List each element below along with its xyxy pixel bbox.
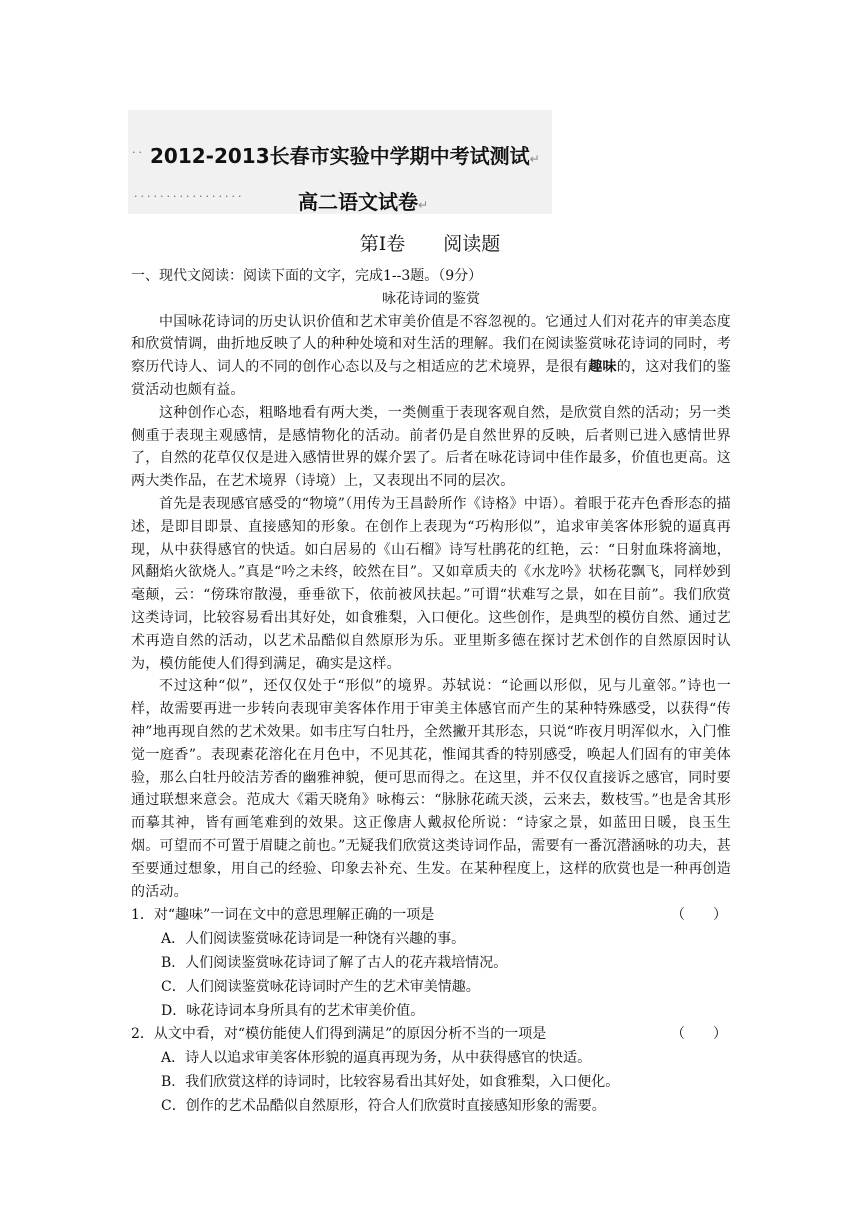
option-a: A．人们阅读鉴赏咏花诗词是一种饶有兴趣的事。 bbox=[161, 931, 466, 948]
essay-paragraph bbox=[131, 675, 731, 903]
essay-paragraph bbox=[131, 402, 731, 493]
exam-subtitle-text: 高二语文试卷 bbox=[298, 190, 418, 214]
essay-paragraph bbox=[131, 493, 731, 675]
option-c: C．创作的艺术品酷似自然原形，符合人们欣赏时直接感知形象的需要。 bbox=[161, 1097, 606, 1114]
exam-title bbox=[150, 140, 540, 169]
header-dots-1: ·· bbox=[132, 146, 145, 159]
paragraph-mark-icon: ↵ bbox=[529, 152, 540, 166]
answer-bracket: （ ） bbox=[671, 1026, 727, 1043]
paragraph-text: 不过这种“似”，还仅仅处于“形似”的境界。苏轼说：“论画以形似，见与儿童邻。”诗也一样，故需要再进一步转向表现审美客体作用于审美主体感官而产生的某种特殊感受，以获得“传神”地再现自然的艺术效果。如韦庄写白牡丹，全然撇开其形态，只说“昨夜月明浑似水，入门惟觉一庭香”。表现素花溶化在月色中，不见其花，惟闻其香的特别感受，唤起人们固有的审美体验，那么白牡丹皎洁芳香的幽雅神貌，便可思而得之。在这里，并不仅仅直接诉之感官，同时要通过联想来意会。范成大《霜天晓角》咏梅云：“脉脉花疏天淡，云来去，数枝雪。”也是舍其形而摹其神，皆有画笔难到的效果。这正像唐人戴叔伦所说：“诗家之景，如蓝田日暖，良玉生烟。可望而不可置于眉睫之前也。”无疑我们欣赏这类诗词作品，需要有一番沉潜涵咏的功夫，甚至要通过想象，用自己的经验、印象去补充、生发。在某种程度上，这样的欣赏也是一种再创造的活动。 bbox=[131, 678, 731, 900]
paragraph-text: 的，这对我们的鉴赏活动也颇有益。 bbox=[131, 359, 731, 398]
volume-title: 第Ⅰ卷 阅读题 bbox=[359, 233, 501, 255]
paragraph-text: 中国咏花诗词的历史认识价值和艺术审美价值是不容忽视的。它通过人们对花卉的审美态度和欣赏情调，曲折地反映了人的种种处境和对生活的理解。我们在阅读鉴赏咏花诗词的同时，考察历代诗人、词人的不同的创作心态以及与之相适应的艺术境界，是很有 bbox=[131, 313, 731, 376]
question-1 bbox=[131, 904, 731, 927]
option-b: B．人们阅读鉴赏咏花诗词了解了古人的花卉栽培情况。 bbox=[161, 954, 508, 971]
question-stem: 2．从文中看，对“模仿能使人们得到满足”的原因分析不当的一项是 bbox=[131, 1026, 547, 1043]
answer-bracket: （ ） bbox=[671, 907, 727, 924]
option-c: C．人们阅读鉴赏咏花诗词时产生的艺术审美情趣。 bbox=[161, 978, 480, 995]
option-a: A．诗人以追求审美客体形貌的逼真再现为务，从中获得感官的快适。 bbox=[161, 1050, 592, 1067]
essay-paragraph bbox=[131, 311, 731, 402]
question-stem: 1．对“趣味”一词在文中的意思理解正确的一项是 bbox=[131, 907, 435, 924]
header-dots-2: ················· bbox=[134, 190, 245, 203]
keyword-bold: 趣味 bbox=[588, 359, 617, 376]
option-b: B．我们欣赏这样的诗词时，比较容易看出其好处，如食雅梨，入口便化。 bbox=[161, 1073, 620, 1090]
paragraph-mark-icon: ↵ bbox=[418, 198, 429, 212]
paragraph-text: 这种创作心态，粗略地看有两大类，一类侧重于表现客观自然，是欣赏自然的活动；另一类侧重于表现主观感情，是感情物化的活动。前者仍是自然世界的反映，后者则已进入感情世界了，自然的花草仅仅是进入感情世界的媒介罢了。后者在咏花诗词中佳作最多，价值也更高。这两大类作品，在艺术境界（诗境）上，又表现出不同的层次。 bbox=[131, 404, 731, 490]
option-d: D．咏花诗词本身所具有的艺术审美价值。 bbox=[161, 1002, 425, 1019]
exam-content bbox=[131, 265, 731, 1117]
section-heading: 一、现代文阅读：阅读下面的文字，完成1--3题。（9分） bbox=[131, 268, 483, 284]
paragraph-text: 首先是表现感官感受的“物境”（用传为王昌龄所作《诗格》中语）。着眼于花卉色香形态的描述，是即目即景、直接感知的形象。在创作上表现为“巧构形似”，追求审美客体形貌的逼真再现，从中获得感官的快适。如白居易的《山石榴》诗写杜鹃花的红艳，云：“日射血珠将滴地，风翻焰火欲烧人。”真是“吟之未终，皎然在目”。又如章质夫的《水龙吟》状杨花飘飞，同样妙到毫颠，云：“傍珠帘散漫，垂垂欲下，依前被风扶起。”可谓“状难写之景，如在目前”。我们欣赏这类诗词，比较容易看出其好处，如食雅梨，入口便化。这些创作，是典型的模仿自然、通过艺术再造自然的活动，以艺术品酷似自然原形为乐。亚里斯多德在探讨艺术创作的自然原因时认为，模仿能使人们得到满足，确实是这样。 bbox=[131, 495, 731, 672]
exam-title-text: 2012-2013长春市实验中学期中考试测试 bbox=[150, 144, 530, 168]
question-2 bbox=[131, 1023, 731, 1046]
essay-title: 咏花诗词的鉴赏 bbox=[382, 290, 480, 307]
exam-subtitle bbox=[298, 186, 428, 215]
